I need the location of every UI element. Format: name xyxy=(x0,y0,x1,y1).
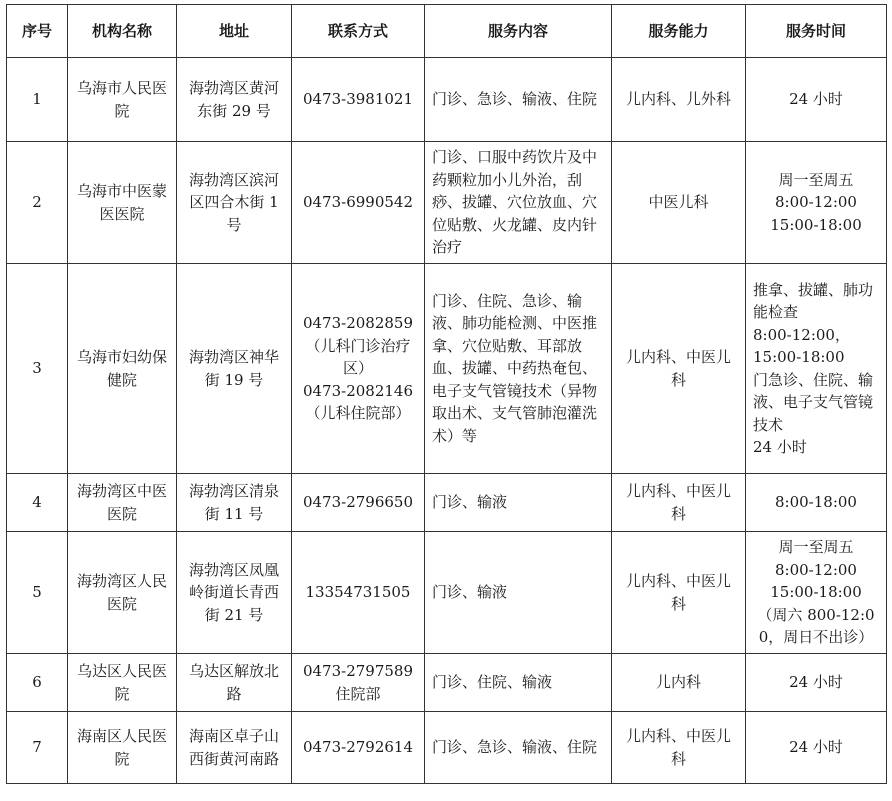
row-no: 5 xyxy=(7,532,68,654)
hospital-service-table xyxy=(6,4,887,784)
contact-line: 0473-3981021 xyxy=(302,90,414,109)
hours-line: 24 小时 xyxy=(789,673,843,692)
row-content: 门诊、输液 xyxy=(425,474,612,532)
row-address: 海勃湾区黄河东街 29 号 xyxy=(177,58,292,142)
table-row xyxy=(7,264,887,474)
row-hours xyxy=(746,142,887,264)
contact-line: 住院部 xyxy=(335,684,381,703)
hours-line: 15:00-18:00 xyxy=(753,348,845,366)
contact-line: 0473-2082146 xyxy=(302,381,414,400)
row-content: 门诊、口服中药饮片及中药颗粒加小儿外治，刮痧、拔罐、穴位放血、穴位贴敷、火龙罐、皮内针治疗 xyxy=(425,142,612,264)
hours-line: 周一至周五 xyxy=(778,170,854,189)
row-no: 4 xyxy=(7,474,68,532)
header-content: 服务内容 xyxy=(425,5,612,58)
row-address: 海勃湾区凤凰岭街道长青西街 21 号 xyxy=(177,532,292,654)
row-no: 1 xyxy=(7,58,68,142)
header-capability: 服务能力 xyxy=(612,5,746,58)
hours-line: 24 小时 xyxy=(789,738,843,757)
table-row xyxy=(7,142,887,264)
table-row xyxy=(7,58,887,142)
contact-line: （儿科住院部） xyxy=(305,404,411,423)
row-hours xyxy=(746,654,887,712)
hours-line: 8:00-12:00 xyxy=(775,560,857,579)
table-row xyxy=(7,712,887,784)
hours-line: 15:00-18:00 xyxy=(770,215,862,234)
row-content: 门诊、急诊、输液、住院 xyxy=(425,58,612,142)
row-hours xyxy=(746,58,887,142)
row-no: 2 xyxy=(7,142,68,264)
row-contact xyxy=(292,264,425,474)
contact-line: 0473-6990542 xyxy=(302,193,414,212)
contact-line: 0473-2797589 xyxy=(302,662,414,680)
row-contact xyxy=(292,712,425,784)
row-no: 7 xyxy=(7,712,68,784)
hours-line: 8:00-12:00， xyxy=(753,325,850,344)
row-contact xyxy=(292,474,425,532)
row-capability: 儿内科 xyxy=(612,654,746,712)
row-name: 乌海市中医蒙医医院 xyxy=(68,142,177,264)
hospital-table-container xyxy=(6,4,887,784)
row-no: 3 xyxy=(7,264,68,474)
hours-line: （周六 800-12:00，周日不出诊） xyxy=(757,605,875,647)
row-address: 海勃湾区清泉街 11 号 xyxy=(177,474,292,532)
header-contact: 联系方式 xyxy=(292,5,425,58)
contact-line: （儿科门诊治疗区） xyxy=(305,336,411,378)
table-row xyxy=(7,474,887,532)
contact-line: 0473-2082859 xyxy=(302,314,414,333)
row-hours xyxy=(746,532,887,654)
row-capability: 儿内科、中医儿科 xyxy=(612,532,746,654)
row-capability: 儿内科、儿外科 xyxy=(612,58,746,142)
hours-line: 周一至周五 xyxy=(778,538,854,557)
contact-line: 0473-2796650 xyxy=(302,493,414,512)
row-name: 乌海市妇幼保健院 xyxy=(68,264,177,474)
hours-line: 24 小时 xyxy=(753,438,807,456)
row-contact xyxy=(292,58,425,142)
row-address: 海勃湾区滨河区四合木街 1 号 xyxy=(177,142,292,264)
header-hours: 服务时间 xyxy=(746,5,887,58)
row-capability: 儿内科、中医儿科 xyxy=(612,712,746,784)
hours-line: 门急诊、住院、输液、电子支气管镜技术 xyxy=(753,370,874,434)
row-content: 门诊、急诊、输液、住院 xyxy=(425,712,612,784)
hours-line: 8:00-12:00 xyxy=(775,193,857,212)
hours-line: 15:00-18:00 xyxy=(770,583,862,602)
contact-line: 13354731505 xyxy=(305,583,411,602)
contact-line: 0473-2792614 xyxy=(302,738,414,757)
row-address: 海勃湾区神华街 19 号 xyxy=(177,264,292,474)
table-row xyxy=(7,532,887,654)
row-hours xyxy=(746,474,887,532)
hours-line: 8:00-18:00 xyxy=(775,493,857,512)
row-contact xyxy=(292,654,425,712)
row-capability: 中医儿科 xyxy=(612,142,746,264)
row-hours xyxy=(746,712,887,784)
row-hours xyxy=(746,264,887,474)
row-name: 海勃湾区中医医院 xyxy=(68,474,177,532)
row-no: 6 xyxy=(7,654,68,712)
row-name: 乌海市人民医院 xyxy=(68,58,177,142)
row-content: 门诊、输液 xyxy=(425,532,612,654)
header-address: 地址 xyxy=(177,5,292,58)
header-row xyxy=(7,5,887,58)
row-capability: 儿内科、中医儿科 xyxy=(612,474,746,532)
row-content: 门诊、住院、急诊、输液、肺功能检测、中医推拿、穴位贴敷、耳部放血、拔罐、中药热奄包、电子支气管镜技术（异物取出术、支气管肺泡灌洗术）等 xyxy=(425,264,612,474)
header-no: 序号 xyxy=(7,5,68,58)
row-contact xyxy=(292,142,425,264)
table-row xyxy=(7,654,887,712)
row-contact xyxy=(292,532,425,654)
hours-line: 24 小时 xyxy=(789,90,843,109)
hours-line: 推拿、拔罐、肺功能检查 xyxy=(753,280,874,321)
row-name: 海南区人民医院 xyxy=(68,712,177,784)
row-address: 海南区卓子山西街黄河南路 xyxy=(177,712,292,784)
header-name: 机构名称 xyxy=(68,5,177,58)
row-name: 海勃湾区人民医院 xyxy=(68,532,177,654)
row-capability: 儿内科、中医儿科 xyxy=(612,264,746,474)
row-content: 门诊、住院、输液 xyxy=(425,654,612,712)
row-name: 乌达区人民医院 xyxy=(68,654,177,712)
row-address: 乌达区解放北路 xyxy=(177,654,292,712)
